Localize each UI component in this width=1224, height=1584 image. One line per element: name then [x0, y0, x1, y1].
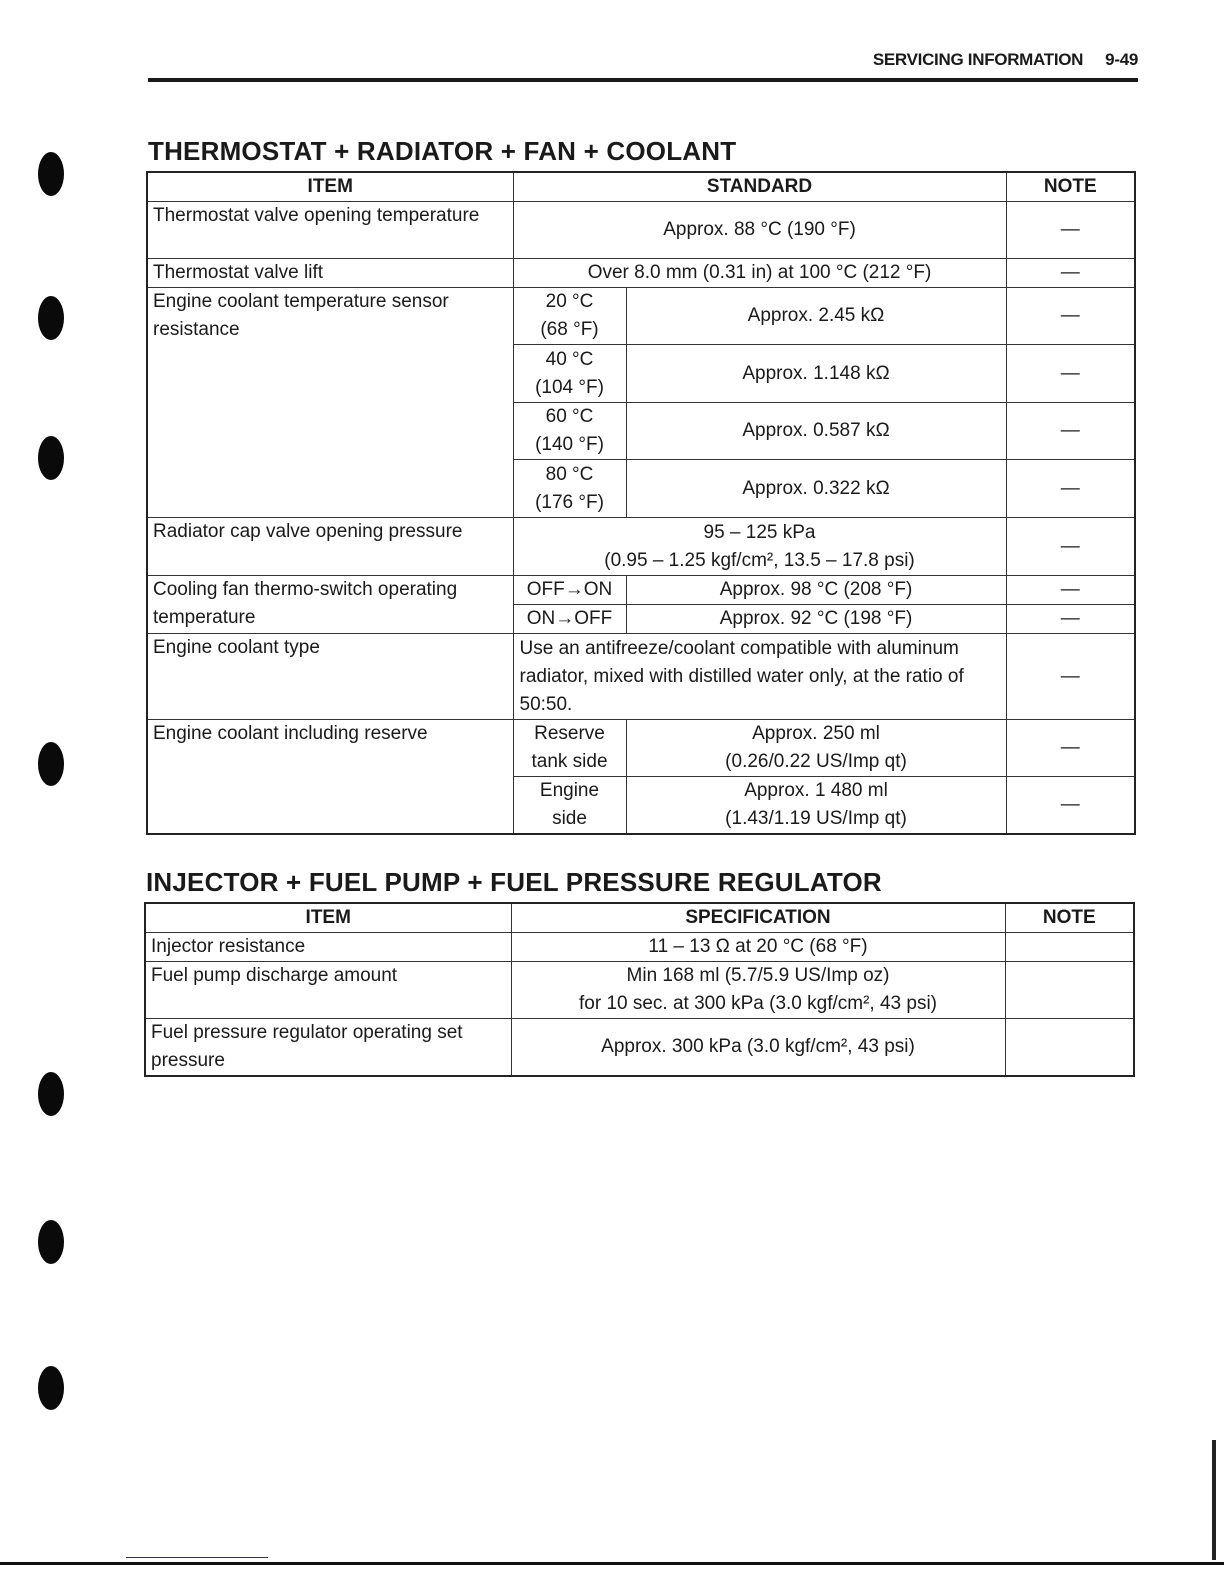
injector-section-title: INJECTOR + FUEL PUMP + FUEL PRESSURE REGULATOR: [146, 867, 882, 897]
binder-hole: [38, 1072, 64, 1116]
volume-ml: Approx. 250 ml: [752, 723, 880, 744]
table-row: [147, 576, 1135, 605]
footer-mark: [126, 1557, 268, 1558]
note-cell: [1005, 933, 1134, 962]
temp-celsius: 60 °C: [545, 406, 594, 427]
standard-cell: [626, 720, 1006, 777]
volume-qt: (0.26/0.22 US/Imp qt): [725, 751, 907, 772]
page-number: 9-49: [1105, 50, 1138, 69]
note-cell: —: [1006, 576, 1135, 605]
note-cell: —: [1006, 202, 1135, 259]
spec-line: Min 168 ml (5.7/5.9 US/Imp oz): [626, 965, 890, 986]
note-cell: —: [1006, 460, 1135, 518]
binder-hole: [38, 436, 64, 480]
standard-cell: [626, 777, 1006, 835]
temp-celsius: 20 °C: [545, 291, 594, 312]
page-bottom-edge: [0, 1562, 1224, 1565]
table-row: [145, 933, 1134, 962]
header-text: [873, 50, 1138, 70]
item-cell: Fuel pressure regulator operating set pressure: [145, 1019, 511, 1077]
side-label: Reserve: [534, 723, 605, 744]
note-cell: —: [1006, 720, 1135, 777]
side-label: Engine: [539, 780, 600, 801]
state-cell: ON→OFF: [513, 605, 626, 634]
thermostat-section-title: THERMOSTAT + RADIATOR + FAN + COOLANT: [148, 136, 737, 166]
temp-fahrenheit: (104 °F): [535, 376, 604, 398]
spec-cell: Approx. 300 kPa (3.0 kgf/cm², 43 psi): [511, 1019, 1005, 1077]
item-cell: Injector resistance: [145, 933, 511, 962]
state-cell: OFF→ON: [513, 576, 626, 605]
item-cell: Engine coolant including reserve: [147, 720, 513, 835]
spec-line: for 10 sec. at 300 kPa (3.0 kgf/cm², 43 psi): [579, 993, 937, 1014]
note-cell: —: [1006, 403, 1135, 460]
binder-hole: [38, 742, 64, 786]
temp-fahrenheit: (176 °F): [535, 491, 604, 513]
note-cell: —: [1006, 345, 1135, 403]
binder-hole: [38, 1220, 64, 1264]
standard-cell: Approx. 0.587 kΩ: [626, 403, 1006, 460]
binder-hole: [38, 152, 64, 196]
note-cell: [1005, 962, 1134, 1019]
standard-cell: Approx. 92 °C (198 °F): [626, 605, 1006, 634]
table-row: [147, 518, 1135, 576]
temp-celsius: 80 °C: [545, 463, 594, 485]
table-row: [145, 1019, 1134, 1077]
temperature-cell: [513, 345, 626, 403]
table-row: [147, 288, 1135, 345]
side-cell: [513, 777, 626, 835]
item-cell: Engine coolant type: [147, 634, 513, 720]
table-row: [147, 202, 1135, 259]
injector-table: [144, 902, 1135, 1077]
page-right-edge: [1212, 1440, 1216, 1560]
pressure-kpa: 95 – 125 kPa: [703, 521, 816, 543]
note-cell: —: [1006, 777, 1135, 835]
section-name: SERVICING INFORMATION: [872, 50, 1084, 69]
thermostat-table: [146, 171, 1136, 835]
temperature-cell: [513, 460, 626, 518]
side-cell: [513, 720, 626, 777]
col-note-header: NOTE: [1006, 172, 1135, 202]
table-row: [147, 259, 1135, 288]
standard-cell: Approx. 88 °C (190 °F): [513, 202, 1006, 259]
standard-cell: Use an antifreeze/coolant compatible with aluminum radiator, mixed with distilled water only, at the ratio of 50:50.: [513, 634, 1006, 720]
col-item-header: ITEM: [147, 172, 513, 202]
standard-cell: Over 8.0 mm (0.31 in) at 100 °C (212 °F): [513, 259, 1006, 288]
standard-cell: Approx. 2.45 kΩ: [626, 288, 1006, 345]
standard-cell: Approx. 1.148 kΩ: [626, 345, 1006, 403]
note-cell: —: [1006, 518, 1135, 576]
table-row: [147, 720, 1135, 777]
page-header: [148, 44, 1138, 82]
table-row: [147, 634, 1135, 720]
col-item-header: ITEM: [145, 903, 511, 933]
side-label: side: [552, 808, 587, 829]
standard-cell: Approx. 98 °C (208 °F): [626, 576, 1006, 605]
standard-cell: Approx. 0.322 kΩ: [626, 460, 1006, 518]
spec-cell: [511, 962, 1005, 1019]
volume-ml: Approx. 1 480 ml: [744, 780, 888, 801]
item-cell: Thermostat valve lift: [147, 259, 513, 288]
item-cell: Engine coolant temperature sensor resistance: [147, 288, 513, 518]
table-row: [145, 962, 1134, 1019]
note-cell: —: [1006, 259, 1135, 288]
note-cell: [1005, 1019, 1134, 1077]
temp-fahrenheit: (140 °F): [535, 434, 604, 455]
note-cell: —: [1006, 634, 1135, 720]
col-standard-header: STANDARD: [513, 172, 1006, 202]
item-cell: Cooling fan thermo-switch operating temperature: [147, 576, 513, 634]
standard-cell: [513, 518, 1006, 576]
side-label: tank side: [531, 751, 608, 772]
col-note-header: NOTE: [1005, 903, 1134, 933]
note-cell: —: [1006, 605, 1135, 634]
spec-cell: 11 – 13 Ω at 20 °C (68 °F): [511, 933, 1005, 962]
volume-qt: (1.43/1.19 US/Imp qt): [725, 808, 907, 829]
temperature-cell: [513, 288, 626, 345]
table-header-row: [145, 903, 1134, 933]
pressure-converted: (0.95 – 1.25 kgf/cm², 13.5 – 17.8 psi): [604, 549, 915, 571]
temperature-cell: [513, 403, 626, 460]
item-cell: Thermostat valve opening temperature: [147, 202, 513, 259]
item-cell: Radiator cap valve opening pressure: [147, 518, 513, 576]
temp-celsius: 40 °C: [545, 348, 594, 370]
table-header-row: [147, 172, 1135, 202]
item-cell: Fuel pump discharge amount: [145, 962, 511, 1019]
temp-fahrenheit: (68 °F): [540, 319, 599, 340]
binder-hole: [38, 296, 64, 340]
note-cell: —: [1006, 288, 1135, 345]
col-spec-header: SPECIFICATION: [511, 903, 1005, 933]
binder-hole: [38, 1366, 64, 1410]
